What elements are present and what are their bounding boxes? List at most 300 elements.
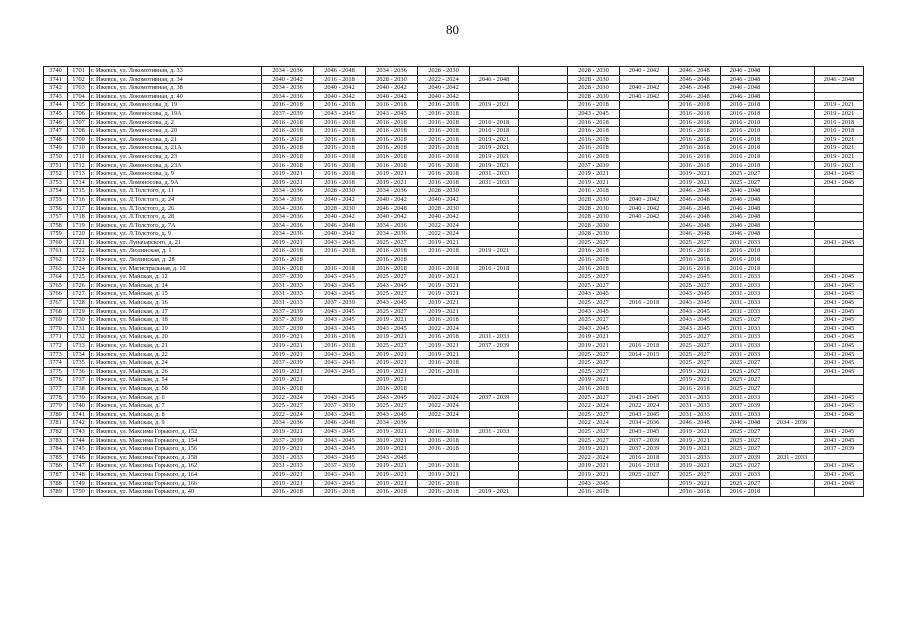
period-cell — [770, 273, 815, 282]
period-cell: 2025 - 2027 — [568, 238, 620, 247]
period-cell: 2025 - 2027 — [568, 299, 620, 308]
table-row — [44, 376, 864, 385]
period-cell — [770, 462, 815, 471]
period-cell: 2022 - 2024 — [568, 419, 620, 428]
house-id-cell: 1707 — [68, 118, 90, 127]
period-cell: 2025 - 2027 — [721, 479, 770, 488]
period-cell: 2019 - 2021 — [366, 316, 418, 325]
period-cell: 2019 - 2021 — [669, 178, 721, 187]
period-cell: 2025 - 2027 — [669, 359, 721, 368]
address-cell: г. Ижевск, ул. Майская, д. 26 — [90, 367, 262, 376]
period-cell: 2016 - 2018 — [314, 247, 366, 256]
period-cell: 2031 - 2033 — [470, 178, 519, 187]
period-cell: 2046 - 2048 — [721, 204, 770, 213]
period-cell — [815, 247, 864, 256]
period-cell: 2046 - 2048 — [314, 221, 366, 230]
period-cell: 2040 - 2042 — [418, 195, 470, 204]
period-cell: 2046 - 2048 — [721, 92, 770, 101]
house-id-cell: 1723 — [68, 256, 90, 265]
period-cell: 2016 - 2018 — [721, 152, 770, 161]
period-cell: 2019 - 2021 — [262, 170, 314, 179]
period-cell — [770, 92, 815, 101]
period-cell: 2028 - 2030 — [568, 195, 620, 204]
period-cell: 2031 - 2033 — [262, 453, 314, 462]
period-cell: 2025 - 2027 — [568, 281, 620, 290]
table-row — [44, 204, 864, 213]
period-cell: 2043 - 2045 — [314, 290, 366, 299]
period-cell: 2031 - 2033 — [721, 290, 770, 299]
period-cell: 2019 - 2021 — [366, 376, 418, 385]
period-cell: 2043 - 2045 — [815, 281, 864, 290]
period-cell: 2043 - 2045 — [314, 393, 366, 402]
period-cell — [519, 290, 568, 299]
house-id-cell: 1736 — [68, 367, 90, 376]
house-id-cell: 1712 — [68, 161, 90, 170]
period-cell: 2019 - 2021 — [262, 470, 314, 479]
period-cell — [519, 342, 568, 351]
period-cell — [519, 118, 568, 127]
period-cell: 2019 - 2021 — [262, 342, 314, 351]
period-cell — [770, 479, 815, 488]
house-id-cell: 1717 — [68, 204, 90, 213]
address-cell: г. Ижевск, ул. Майская, д. 21 — [90, 342, 262, 351]
period-cell: 2043 - 2045 — [815, 359, 864, 368]
period-cell: 2040 - 2042 — [366, 92, 418, 101]
row-number-cell: 3746 — [44, 118, 68, 127]
house-id-cell: 1702 — [68, 75, 90, 84]
period-cell: 2019 - 2021 — [669, 479, 721, 488]
period-cell: 2016 - 2018 — [470, 264, 519, 273]
house-id-cell: 1716 — [68, 195, 90, 204]
address-cell: г. Ижевск, ул. Ломоносова, д. 21 — [90, 135, 262, 144]
period-cell: 2046 - 2048 — [721, 187, 770, 196]
period-cell: 2016 - 2018 — [418, 161, 470, 170]
period-cell: 2043 - 2045 — [815, 479, 864, 488]
table-row — [44, 402, 864, 411]
period-cell: 2043 - 2045 — [568, 479, 620, 488]
row-number-cell: 3779 — [44, 402, 68, 411]
period-cell: 2016 - 2018 — [314, 170, 366, 179]
period-cell: 2046 - 2048 — [669, 195, 721, 204]
period-cell: 2019 - 2021 — [262, 350, 314, 359]
period-cell: 2034 - 2036 — [262, 204, 314, 213]
period-cell — [418, 256, 470, 265]
period-cell: 2016 - 2018 — [314, 333, 366, 342]
period-cell: 2016 - 2018 — [366, 118, 418, 127]
period-cell: 2043 - 2045 — [815, 324, 864, 333]
address-cell: г. Ижевск, ул. Локомотивная, д. 34 — [90, 75, 262, 84]
table-row — [44, 367, 864, 376]
period-cell: 2037 - 2039 — [470, 342, 519, 351]
period-cell: 2040 - 2042 — [314, 230, 366, 239]
period-cell: 2016 - 2018 — [366, 101, 418, 110]
period-cell — [770, 264, 815, 273]
period-cell: 2016 - 2018 — [418, 316, 470, 325]
period-cell — [770, 256, 815, 265]
period-cell: 2028 - 2030 — [568, 67, 620, 76]
period-cell: 2025 - 2027 — [568, 350, 620, 359]
period-cell: 2019 - 2021 — [815, 101, 864, 110]
row-number-cell: 3783 — [44, 436, 68, 445]
period-cell — [770, 376, 815, 385]
period-cell: 2043 - 2045 — [314, 445, 366, 454]
period-cell — [519, 453, 568, 462]
period-cell: 2034 - 2036 — [366, 221, 418, 230]
period-cell: 2016 - 2018 — [418, 359, 470, 368]
address-cell: г. Ижевск, ул. Майская, д. 58 — [90, 384, 262, 393]
table-row — [44, 342, 864, 351]
period-cell — [620, 144, 669, 153]
period-cell: 2016 - 2018 — [366, 152, 418, 161]
address-cell: г. Ижевск, ул. Майская, д. 8 — [90, 410, 262, 419]
period-cell — [470, 367, 519, 376]
period-cell: 2037 - 2039 — [262, 109, 314, 118]
period-cell: 2019 - 2021 — [262, 178, 314, 187]
period-cell — [620, 135, 669, 144]
period-cell: 2016 - 2018 — [669, 264, 721, 273]
address-cell: г. Ижевск, ул. Майская, д. 22 — [90, 350, 262, 359]
period-cell — [519, 273, 568, 282]
period-cell — [620, 161, 669, 170]
address-cell: г. Ижевск, ул. Ломоносова, д. 19 — [90, 101, 262, 110]
period-cell — [620, 178, 669, 187]
period-cell: 2016 - 2018 — [568, 118, 620, 127]
period-cell: 2040 - 2042 — [314, 195, 366, 204]
period-cell — [620, 384, 669, 393]
house-id-cell: 1740 — [68, 402, 90, 411]
period-cell — [770, 436, 815, 445]
period-cell: 2046 - 2048 — [721, 195, 770, 204]
address-cell: г. Ижевск, ул. Максима Горького, д. 154 — [90, 436, 262, 445]
period-cell — [620, 118, 669, 127]
house-id-cell: 1742 — [68, 419, 90, 428]
period-cell: 2016 - 2018 — [366, 488, 418, 497]
period-cell — [519, 84, 568, 93]
period-cell — [470, 436, 519, 445]
period-cell — [770, 84, 815, 93]
period-cell: 2016 - 2018 — [721, 144, 770, 153]
period-cell: 2043 - 2045 — [314, 324, 366, 333]
period-cell: 2022 - 2024 — [418, 221, 470, 230]
period-cell: 2019 - 2021 — [262, 367, 314, 376]
period-cell: 2031 - 2033 — [669, 402, 721, 411]
address-cell: г. Ижевск, ул. Л.Толстого, д. 7А — [90, 221, 262, 230]
period-cell: 2025 - 2027 — [568, 316, 620, 325]
period-cell: 2019 - 2021 — [669, 462, 721, 471]
period-cell: 2043 - 2045 — [815, 273, 864, 282]
row-number-cell: 3768 — [44, 307, 68, 316]
table-row — [44, 393, 864, 402]
row-number-cell: 3776 — [44, 376, 68, 385]
row-number-cell: 3774 — [44, 359, 68, 368]
row-number-cell: 3785 — [44, 453, 68, 462]
period-cell — [620, 127, 669, 136]
period-cell — [519, 109, 568, 118]
row-number-cell: 3771 — [44, 333, 68, 342]
house-id-cell: 1748 — [68, 470, 90, 479]
period-cell: 2040 - 2042 — [314, 84, 366, 93]
period-cell: 2016 - 2018 — [314, 264, 366, 273]
period-cell: 2016 - 2018 — [815, 127, 864, 136]
period-cell: 2034 - 2036 — [770, 419, 815, 428]
period-cell: 2016 - 2018 — [418, 462, 470, 471]
row-number-cell: 3787 — [44, 470, 68, 479]
period-cell: 2043 - 2045 — [366, 393, 418, 402]
period-cell: 2019 - 2021 — [366, 470, 418, 479]
period-cell: 2043 - 2045 — [620, 427, 669, 436]
period-cell: 2043 - 2045 — [669, 324, 721, 333]
period-cell — [519, 204, 568, 213]
period-cell: 2016 - 2018 — [262, 144, 314, 153]
period-cell: 2016 - 2018 — [669, 152, 721, 161]
address-cell: г. Ижевск, ул. Майская, д. 15 — [90, 290, 262, 299]
period-cell — [470, 410, 519, 419]
period-cell: 2025 - 2027 — [721, 427, 770, 436]
period-cell: 2016 - 2018 — [262, 118, 314, 127]
period-cell: 2037 - 2039 — [620, 436, 669, 445]
row-number-cell: 3744 — [44, 101, 68, 110]
period-cell: 2016 - 2018 — [262, 256, 314, 265]
table-row — [44, 84, 864, 93]
table-row — [44, 195, 864, 204]
period-cell — [620, 170, 669, 179]
house-id-cell: 1746 — [68, 453, 90, 462]
period-cell: 2019 - 2021 — [815, 161, 864, 170]
period-cell — [470, 445, 519, 454]
data-table — [43, 66, 864, 497]
house-id-cell: 1750 — [68, 488, 90, 497]
period-cell: 2016 - 2018 — [721, 247, 770, 256]
period-cell: 2028 - 2030 — [418, 204, 470, 213]
row-number-cell: 3753 — [44, 178, 68, 187]
period-cell: 2019 - 2021 — [815, 144, 864, 153]
address-cell: г. Ижевск, ул. Максима Горького, д. 162 — [90, 462, 262, 471]
period-cell: 2043 - 2045 — [314, 453, 366, 462]
period-cell: 2043 - 2045 — [815, 393, 864, 402]
period-cell: 2019 - 2021 — [366, 462, 418, 471]
period-cell — [770, 316, 815, 325]
period-cell — [519, 144, 568, 153]
period-cell — [770, 204, 815, 213]
period-cell: 2031 - 2033 — [669, 453, 721, 462]
address-cell: г. Ижевск, ул. Ломоносова, д. 23 — [90, 152, 262, 161]
period-cell — [470, 359, 519, 368]
period-cell: 2028 - 2030 — [568, 84, 620, 93]
period-cell: 2022 - 2024 — [620, 402, 669, 411]
period-cell: 2034 - 2036 — [262, 67, 314, 76]
period-cell: 2016 - 2018 — [620, 453, 669, 462]
period-cell: 2025 - 2027 — [721, 384, 770, 393]
address-cell: г. Ижевск, ул. Л.Толстого, д. 11 — [90, 187, 262, 196]
period-cell: 2034 - 2036 — [262, 84, 314, 93]
period-cell: 2043 - 2045 — [568, 307, 620, 316]
period-cell — [519, 462, 568, 471]
address-cell: г. Ижевск, ул. Майская, д. 9 — [90, 419, 262, 428]
period-cell — [519, 419, 568, 428]
house-id-cell: 1715 — [68, 187, 90, 196]
period-cell: 2019 - 2021 — [470, 101, 519, 110]
period-cell: 2043 - 2045 — [815, 238, 864, 247]
period-cell: 2043 - 2045 — [314, 436, 366, 445]
period-cell: 2016 - 2018 — [314, 161, 366, 170]
table-row — [44, 135, 864, 144]
address-cell: г. Ижевск, ул. Майская, д. 17 — [90, 307, 262, 316]
table-row — [44, 264, 864, 273]
period-cell — [418, 453, 470, 462]
period-cell: 2016 - 2018 — [418, 127, 470, 136]
period-cell: 2040 - 2042 — [620, 84, 669, 93]
period-cell: 2031 - 2033 — [721, 307, 770, 316]
period-cell: 2019 - 2021 — [366, 367, 418, 376]
period-cell: 2019 - 2021 — [418, 281, 470, 290]
period-cell — [470, 384, 519, 393]
period-cell — [519, 195, 568, 204]
period-cell: 2034 - 2036 — [262, 187, 314, 196]
period-cell — [770, 101, 815, 110]
period-cell: 2037 - 2039 — [721, 453, 770, 462]
period-cell: 2031 - 2033 — [721, 324, 770, 333]
period-cell — [620, 281, 669, 290]
period-cell: 2016 - 2018 — [669, 109, 721, 118]
period-cell — [620, 333, 669, 342]
period-cell: 2043 - 2045 — [815, 316, 864, 325]
period-cell: 2040 - 2042 — [366, 195, 418, 204]
period-cell: 2043 - 2045 — [815, 333, 864, 342]
period-cell: 2031 - 2033 — [262, 299, 314, 308]
address-cell: г. Ижевск, ул. Люлинская, д. 1 — [90, 247, 262, 256]
period-cell — [620, 152, 669, 161]
period-cell — [519, 247, 568, 256]
period-cell — [470, 238, 519, 247]
period-cell: 2046 - 2048 — [669, 204, 721, 213]
house-id-cell: 1731 — [68, 324, 90, 333]
row-number-cell: 3742 — [44, 84, 68, 93]
period-cell: 2025 - 2027 — [262, 402, 314, 411]
period-cell: 2019 - 2021 — [418, 299, 470, 308]
period-cell: 2025 - 2027 — [366, 342, 418, 351]
row-number-cell: 3764 — [44, 273, 68, 282]
period-cell: 2019 - 2021 — [568, 462, 620, 471]
period-cell: 2016 - 2018 — [721, 264, 770, 273]
period-cell — [470, 256, 519, 265]
period-cell: 2046 - 2048 — [721, 221, 770, 230]
period-cell — [418, 419, 470, 428]
period-cell: 2043 - 2045 — [314, 359, 366, 368]
period-cell: 2016 - 2018 — [669, 384, 721, 393]
period-cell — [620, 290, 669, 299]
period-cell — [770, 195, 815, 204]
period-cell: 2016 - 2018 — [568, 264, 620, 273]
row-number-cell: 3751 — [44, 161, 68, 170]
period-cell: 2034 - 2036 — [262, 419, 314, 428]
period-cell — [620, 479, 669, 488]
period-cell — [519, 307, 568, 316]
period-cell: 2025 - 2027 — [568, 393, 620, 402]
period-cell — [620, 359, 669, 368]
period-cell: 2019 - 2021 — [470, 161, 519, 170]
address-cell: г. Ижевск, ул. Майская, д. 14 — [90, 281, 262, 290]
period-cell — [770, 230, 815, 239]
period-cell: 2046 - 2048 — [669, 84, 721, 93]
period-cell: 2016 - 2018 — [366, 161, 418, 170]
table-row — [44, 445, 864, 454]
period-cell: 2031 - 2033 — [470, 333, 519, 342]
period-cell — [470, 324, 519, 333]
address-cell: г. Ижевск, ул. Л.Толстого, д. 26 — [90, 204, 262, 213]
row-number-cell: 3781 — [44, 419, 68, 428]
table-row — [44, 410, 864, 419]
period-cell: 2037 - 2039 — [314, 299, 366, 308]
period-cell: 2043 - 2045 — [815, 299, 864, 308]
period-cell: 2016 - 2018 — [418, 488, 470, 497]
house-id-cell: 1730 — [68, 316, 90, 325]
house-id-cell: 1720 — [68, 230, 90, 239]
period-cell — [519, 238, 568, 247]
period-cell — [815, 195, 864, 204]
period-cell: 2040 - 2042 — [262, 75, 314, 84]
period-cell — [519, 135, 568, 144]
period-cell — [519, 92, 568, 101]
period-cell — [815, 256, 864, 265]
house-id-cell: 1737 — [68, 376, 90, 385]
address-cell: г. Ижевск, ул. Максима Горького, д. 164 — [90, 470, 262, 479]
address-cell: г. Ижевск, ул. Максима Горького, д. 166 — [90, 479, 262, 488]
period-cell — [770, 75, 815, 84]
period-cell: 2019 - 2021 — [366, 427, 418, 436]
period-cell: 2028 - 2030 — [418, 187, 470, 196]
period-cell — [470, 290, 519, 299]
row-number-cell: 3760 — [44, 238, 68, 247]
period-cell: 2043 - 2045 — [815, 427, 864, 436]
house-id-cell: 1728 — [68, 299, 90, 308]
period-cell: 2046 - 2048 — [721, 75, 770, 84]
period-cell: 2043 - 2045 — [314, 316, 366, 325]
period-cell: 2031 - 2033 — [262, 462, 314, 471]
table-row — [44, 118, 864, 127]
period-cell: 2016 - 2018 — [620, 299, 669, 308]
period-cell: 2022 - 2024 — [568, 402, 620, 411]
period-cell: 2034 - 2036 — [620, 419, 669, 428]
period-cell: 2046 - 2048 — [669, 92, 721, 101]
table-row — [44, 299, 864, 308]
period-cell — [470, 462, 519, 471]
period-cell: 2043 - 2045 — [366, 324, 418, 333]
period-cell: 2019 - 2021 — [366, 359, 418, 368]
period-cell — [770, 187, 815, 196]
period-cell: 2016 - 2018 — [314, 118, 366, 127]
period-cell: 2037 - 2039 — [815, 445, 864, 454]
period-cell: 2028 - 2030 — [568, 92, 620, 101]
period-cell: 2016 - 2018 — [262, 264, 314, 273]
period-cell — [519, 67, 568, 76]
period-cell: 2016 - 2018 — [721, 118, 770, 127]
period-cell — [770, 281, 815, 290]
period-cell: 2016 - 2018 — [721, 256, 770, 265]
period-cell: 2016 - 2018 — [418, 109, 470, 118]
period-cell: 2028 - 2030 — [568, 221, 620, 230]
period-cell: 2043 - 2045 — [568, 109, 620, 118]
period-cell — [470, 221, 519, 230]
period-cell: 2031 - 2033 — [721, 333, 770, 342]
period-cell — [770, 152, 815, 161]
address-cell: г. Ижевск, ул. Майская, д. 7 — [90, 402, 262, 411]
period-cell — [770, 213, 815, 222]
table-row — [44, 247, 864, 256]
period-cell — [470, 204, 519, 213]
house-id-cell: 1722 — [68, 247, 90, 256]
period-cell: 2040 - 2042 — [620, 92, 669, 101]
period-cell — [519, 230, 568, 239]
